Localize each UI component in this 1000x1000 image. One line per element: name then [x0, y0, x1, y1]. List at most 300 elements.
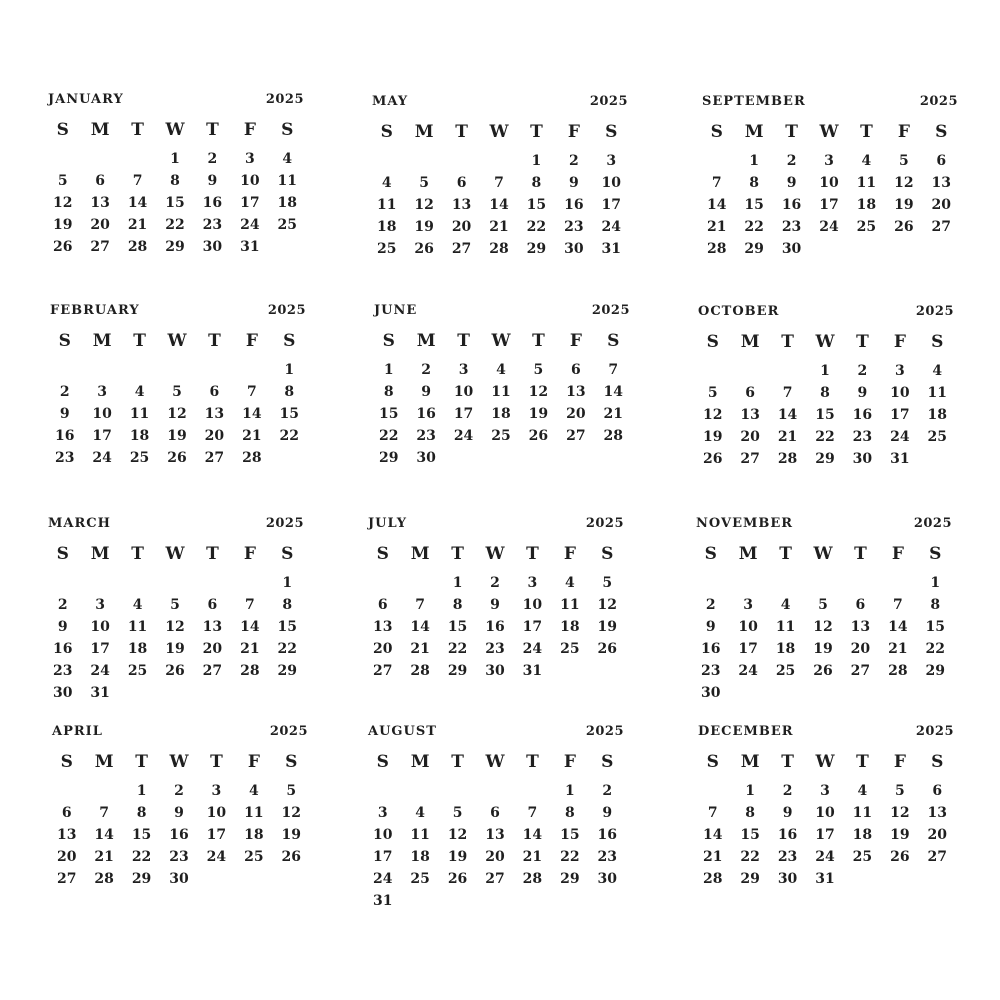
day-cell: 9 — [602, 805, 613, 821]
day-cell: 15 — [165, 195, 185, 211]
day-cell: 23 — [54, 450, 75, 466]
day-cell: 18 — [244, 827, 264, 843]
day-cell: 19 — [528, 406, 549, 422]
month-november — [692, 516, 954, 704]
day-cell: 23 — [169, 849, 189, 865]
day-cell: 16 — [52, 641, 73, 657]
day-cell: 9 — [568, 175, 579, 191]
day-cell: 20 — [204, 428, 225, 444]
day-cell: 4 — [857, 783, 868, 799]
day-cell: 27 — [566, 428, 586, 444]
month-year: 2025 — [589, 94, 628, 109]
day-cell: 23 — [564, 219, 584, 235]
day-cell: 14 — [489, 197, 509, 213]
day-cell: 15 — [131, 827, 152, 843]
day-cell: 7 — [707, 805, 718, 821]
month-name: JULY — [368, 516, 408, 531]
day-cell: 5 — [707, 385, 718, 401]
day-cell: 11 — [277, 173, 298, 189]
day-cell: 28 — [94, 871, 114, 887]
weekday-header: T — [131, 544, 144, 564]
day-cell: 13 — [90, 195, 110, 211]
empty-cell — [81, 148, 118, 170]
day-cell: 21 — [702, 849, 723, 865]
weekday-header: F — [243, 544, 256, 564]
day-cell: 25 — [244, 849, 264, 865]
month-september — [698, 94, 960, 260]
month-name: DECEMBER — [698, 724, 794, 739]
day-cell: 24 — [92, 450, 112, 466]
day-cell: 22 — [526, 219, 547, 235]
day-cell: 11 — [376, 197, 397, 213]
month-name: FEBRUARY — [50, 303, 140, 318]
day-cell: 3 — [458, 362, 469, 378]
day-cell: 15 — [744, 197, 764, 213]
day-cell: 19 — [813, 641, 833, 657]
day-cell: 12 — [52, 195, 73, 211]
day-cell: 9 — [490, 597, 500, 613]
weekday-header: T — [530, 122, 543, 142]
day-cell: 24 — [738, 663, 758, 679]
weekday-header: S — [60, 752, 73, 772]
month-year: 2025 — [915, 724, 954, 739]
empty-cell — [44, 148, 81, 170]
day-cell: 14 — [242, 406, 262, 422]
empty-cell — [156, 572, 193, 594]
month-march — [44, 516, 306, 704]
weekday-header: W — [813, 544, 833, 564]
day-cell: 22 — [815, 429, 835, 445]
weekday-header: M — [744, 122, 764, 142]
empty-cell — [476, 780, 513, 802]
day-cell: 29 — [560, 871, 580, 887]
day-cell: 26 — [165, 663, 185, 679]
month-name: AUGUST — [368, 724, 437, 739]
day-cell: 11 — [852, 805, 873, 821]
day-cell: 28 — [127, 239, 148, 255]
day-cell: 16 — [700, 641, 721, 657]
day-cell: 6 — [61, 805, 72, 821]
day-cell: 9 — [782, 805, 793, 821]
day-cell: 10 — [90, 619, 110, 635]
day-cell: 2 — [568, 153, 579, 169]
day-cell: 7 — [892, 597, 903, 613]
day-cell: 20 — [931, 197, 952, 213]
day-cell: 26 — [414, 241, 434, 257]
day-cell: 1 — [170, 151, 180, 167]
day-cell: 30 — [169, 871, 189, 887]
day-cell: 14 — [888, 619, 908, 635]
day-cell: 3 — [244, 151, 255, 167]
weekday-header: F — [245, 331, 258, 351]
empty-cell — [231, 572, 268, 594]
day-grid — [694, 752, 956, 890]
weekday-header: T — [208, 331, 221, 351]
day-cell: 7 — [711, 175, 722, 191]
day-cell: 3 — [95, 597, 105, 613]
month-header — [46, 303, 308, 325]
day-grid — [48, 752, 310, 890]
weekday-header: S — [285, 752, 298, 772]
day-cell: 12 — [281, 805, 302, 821]
day-cell: 15 — [279, 406, 300, 422]
day-cell: 26 — [528, 428, 549, 444]
day-cell: 24 — [890, 429, 910, 445]
day-cell: 30 — [485, 663, 505, 679]
month-header — [368, 94, 630, 116]
day-cell: 21 — [603, 406, 624, 422]
month-june — [370, 303, 632, 469]
weekday-header: S — [380, 122, 393, 142]
weekday-header: W — [819, 122, 839, 142]
day-cell: 8 — [136, 805, 147, 821]
weekday-header: W — [815, 332, 835, 352]
day-cell: 19 — [414, 219, 434, 235]
day-cell: 1 — [745, 783, 755, 799]
day-cell: 10 — [819, 175, 839, 191]
day-cell: 18 — [560, 619, 580, 635]
day-cell: 15 — [378, 406, 399, 422]
day-cell: 22 — [165, 217, 185, 233]
day-cell: 1 — [282, 575, 293, 591]
day-cell: 14 — [240, 619, 260, 635]
day-cell: 6 — [209, 384, 220, 400]
empty-cell — [401, 572, 438, 594]
empty-cell — [44, 572, 81, 594]
day-cell: 5 — [602, 575, 613, 591]
day-cell: 10 — [890, 385, 910, 401]
day-cell: 11 — [491, 384, 511, 400]
day-cell: 2 — [602, 783, 613, 799]
day-cell: 5 — [898, 153, 909, 169]
day-cell: 22 — [560, 849, 580, 865]
weekday-header: M — [94, 752, 114, 772]
day-cell: 9 — [59, 406, 70, 422]
day-cell: 17 — [522, 619, 543, 635]
day-cell: 21 — [888, 641, 908, 657]
day-cell: 17 — [453, 406, 474, 422]
day-cell: 10 — [92, 406, 112, 422]
day-cell: 1 — [531, 153, 542, 169]
month-year: 2025 — [265, 516, 304, 531]
day-cell: 4 — [564, 575, 575, 591]
day-cell: 8 — [284, 384, 295, 400]
day-cell: 23 — [700, 663, 721, 679]
day-cell: 20 — [485, 849, 505, 865]
day-cell: 9 — [421, 384, 431, 400]
month-year: 2025 — [591, 303, 630, 318]
day-cell: 23 — [52, 663, 73, 679]
day-cell: 2 — [174, 783, 184, 799]
empty-cell — [692, 572, 729, 594]
day-cell: 19 — [165, 641, 185, 657]
day-cell: 31 — [815, 871, 835, 887]
day-cell: 13 — [451, 197, 472, 213]
day-cell: 11 — [127, 619, 148, 635]
empty-cell — [196, 359, 233, 381]
month-year: 2025 — [267, 303, 306, 318]
day-cell: 20 — [850, 641, 871, 657]
month-name: OCTOBER — [698, 304, 780, 319]
day-cell: 30 — [202, 239, 223, 255]
day-cell: 8 — [930, 597, 941, 613]
weekday-header: T — [526, 752, 539, 772]
day-cell: 6 — [456, 175, 467, 191]
weekday-header: S — [607, 331, 620, 351]
day-grid — [698, 122, 960, 260]
weekday-header: T — [135, 752, 148, 772]
day-cell: 3 — [97, 384, 107, 400]
day-cell: 3 — [820, 783, 830, 799]
day-cell: 26 — [702, 451, 723, 467]
day-cell: 23 — [485, 641, 505, 657]
day-cell: 16 — [54, 428, 75, 444]
empty-cell — [81, 572, 118, 594]
day-cell: 18 — [491, 406, 511, 422]
weekday-header: F — [897, 122, 910, 142]
day-cell: 13 — [372, 619, 393, 635]
empty-cell — [46, 359, 83, 381]
month-header — [44, 92, 306, 114]
day-cell: 26 — [447, 871, 468, 887]
day-cell: 10 — [206, 805, 227, 821]
day-cell: 21 — [522, 849, 543, 865]
month-august — [364, 724, 626, 912]
day-cell: 15 — [815, 407, 835, 423]
day-cell: 27 — [372, 663, 393, 679]
day-cell: 28 — [706, 241, 727, 257]
day-cell: 8 — [749, 175, 759, 191]
day-cell: 23 — [416, 428, 436, 444]
day-cell: 28 — [410, 663, 430, 679]
day-cell: 16 — [564, 197, 584, 213]
weekday-header: S — [58, 331, 71, 351]
day-cell: 20 — [566, 406, 586, 422]
day-cell: 19 — [281, 827, 302, 843]
weekday-header: W — [165, 544, 185, 564]
day-cell: 5 — [172, 384, 182, 400]
day-cell: 19 — [447, 849, 468, 865]
day-cell: 10 — [453, 384, 474, 400]
day-cell: 11 — [927, 385, 948, 401]
day-cell: 14 — [706, 197, 727, 213]
day-cell: 5 — [533, 362, 544, 378]
weekday-header: S — [706, 332, 719, 352]
day-cell: 17 — [738, 641, 758, 657]
day-grid — [364, 544, 626, 682]
day-cell: 31 — [890, 451, 910, 467]
day-cell: 14 — [603, 384, 624, 400]
day-cell: 22 — [925, 641, 946, 657]
month-header — [694, 304, 956, 326]
weekday-header: M — [90, 120, 110, 140]
day-cell: 13 — [740, 407, 760, 423]
weekday-header: S — [706, 752, 719, 772]
day-cell: 23 — [597, 849, 618, 865]
month-december — [694, 724, 956, 890]
day-cell: 20 — [740, 429, 760, 445]
day-cell: 21 — [127, 217, 148, 233]
day-cell: 20 — [372, 641, 393, 657]
day-cell: 13 — [202, 619, 223, 635]
day-cell: 5 — [452, 805, 463, 821]
day-cell: 14 — [94, 827, 114, 843]
day-cell: 6 — [490, 805, 500, 821]
weekday-header: M — [92, 331, 112, 351]
day-cell: 1 — [564, 783, 575, 799]
month-header — [364, 724, 626, 746]
empty-cell — [158, 359, 195, 381]
day-cell: 26 — [52, 239, 73, 255]
day-cell: 24 — [240, 217, 260, 233]
day-cell: 27 — [740, 451, 760, 467]
day-grid — [370, 331, 632, 469]
empty-cell — [694, 360, 731, 382]
day-cell: 18 — [127, 641, 148, 657]
month-year: 2025 — [269, 724, 308, 739]
day-cell: 8 — [383, 384, 394, 400]
empty-cell — [694, 780, 731, 802]
day-cell: 16 — [777, 827, 798, 843]
day-cell: 29 — [925, 663, 946, 679]
day-cell: 23 — [852, 429, 873, 445]
day-cell: 29 — [815, 451, 835, 467]
day-cell: 24 — [90, 663, 110, 679]
day-cell: 11 — [856, 175, 877, 191]
month-header — [698, 94, 960, 116]
day-cell: 23 — [202, 217, 223, 233]
weekday-header: S — [56, 544, 69, 564]
day-cell: 9 — [857, 385, 868, 401]
day-cell: 5 — [894, 783, 905, 799]
day-cell: 13 — [485, 827, 505, 843]
weekday-header: S — [710, 122, 723, 142]
day-cell: 2 — [207, 151, 218, 167]
day-cell: 10 — [738, 619, 758, 635]
day-cell: 5 — [57, 173, 68, 189]
day-cell: 27 — [56, 871, 77, 887]
day-cell: 4 — [861, 153, 872, 169]
day-cell: 20 — [927, 827, 948, 843]
day-cell: 18 — [852, 827, 873, 843]
day-cell: 16 — [597, 827, 618, 843]
day-cell: 17 — [92, 428, 112, 444]
weekday-header: T — [457, 331, 470, 351]
day-cell: 25 — [277, 217, 298, 233]
day-cell: 20 — [90, 217, 110, 233]
day-cell: 24 — [522, 641, 543, 657]
day-cell: 10 — [815, 805, 835, 821]
day-cell: 4 — [282, 151, 293, 167]
weekday-header: S — [281, 120, 294, 140]
day-cell: 11 — [775, 619, 796, 635]
day-cell: 16 — [169, 827, 189, 843]
day-cell: 24 — [453, 428, 474, 444]
weekday-header: T — [779, 544, 792, 564]
day-cell: 17 — [206, 827, 227, 843]
day-grid — [368, 122, 630, 260]
weekday-header: T — [856, 332, 869, 352]
day-cell: 27 — [927, 849, 948, 865]
weekday-header: W — [167, 331, 187, 351]
month-year: 2025 — [585, 516, 624, 531]
day-cell: 25 — [410, 871, 430, 887]
day-cell: 27 — [451, 241, 472, 257]
weekday-header: F — [243, 120, 256, 140]
day-cell: 30 — [700, 685, 721, 701]
day-cell: 22 — [744, 219, 764, 235]
weekday-header: M — [416, 331, 436, 351]
empty-cell — [364, 572, 401, 594]
empty-cell — [514, 780, 551, 802]
weekday-header: F — [569, 331, 582, 351]
day-cell: 8 — [564, 805, 575, 821]
day-cell: 1 — [136, 783, 147, 799]
day-cell: 17 — [815, 827, 835, 843]
day-cell: 1 — [820, 363, 830, 379]
day-cell: 4 — [248, 783, 259, 799]
month-october — [694, 304, 956, 470]
day-cell: 22 — [131, 849, 152, 865]
day-cell: 20 — [451, 219, 472, 235]
empty-cell — [439, 780, 476, 802]
weekday-header: T — [860, 122, 873, 142]
day-cell: 5 — [419, 175, 429, 191]
weekday-header: F — [567, 122, 580, 142]
month-header — [44, 516, 306, 538]
day-cell: 1 — [930, 575, 941, 591]
day-cell: 26 — [894, 219, 914, 235]
empty-cell — [879, 572, 916, 594]
empty-cell — [769, 360, 806, 382]
weekday-header: S — [601, 544, 614, 564]
day-cell: 28 — [242, 450, 262, 466]
month-year: 2025 — [915, 304, 954, 319]
day-cell: 10 — [240, 173, 260, 189]
day-cell: 13 — [931, 175, 952, 191]
weekday-header: W — [169, 752, 189, 772]
day-cell: 21 — [242, 428, 262, 444]
day-cell: 27 — [931, 219, 952, 235]
day-cell: 5 — [170, 597, 180, 613]
weekday-header: S — [382, 331, 395, 351]
weekday-header: W — [165, 120, 185, 140]
day-cell: 1 — [452, 575, 463, 591]
weekday-header: T — [785, 122, 798, 142]
day-cell: 25 — [852, 849, 873, 865]
day-cell: 2 — [490, 575, 500, 591]
weekday-header: M — [740, 332, 760, 352]
day-cell: 8 — [745, 805, 755, 821]
day-cell: 22 — [277, 641, 298, 657]
day-cell: 4 — [415, 805, 425, 821]
weekday-header: S — [605, 122, 618, 142]
empty-cell — [842, 572, 879, 594]
day-grid — [694, 332, 956, 470]
day-cell: 13 — [927, 805, 948, 821]
day-cell: 1 — [284, 362, 295, 378]
month-header — [692, 516, 954, 538]
day-cell: 31 — [372, 893, 393, 909]
weekday-header: T — [532, 331, 545, 351]
day-cell: 4 — [132, 597, 143, 613]
day-cell: 10 — [522, 597, 543, 613]
day-cell: 13 — [56, 827, 77, 843]
day-cell: 4 — [932, 363, 943, 379]
day-cell: 23 — [781, 219, 802, 235]
day-cell: 21 — [240, 641, 260, 657]
day-cell: 15 — [277, 619, 298, 635]
